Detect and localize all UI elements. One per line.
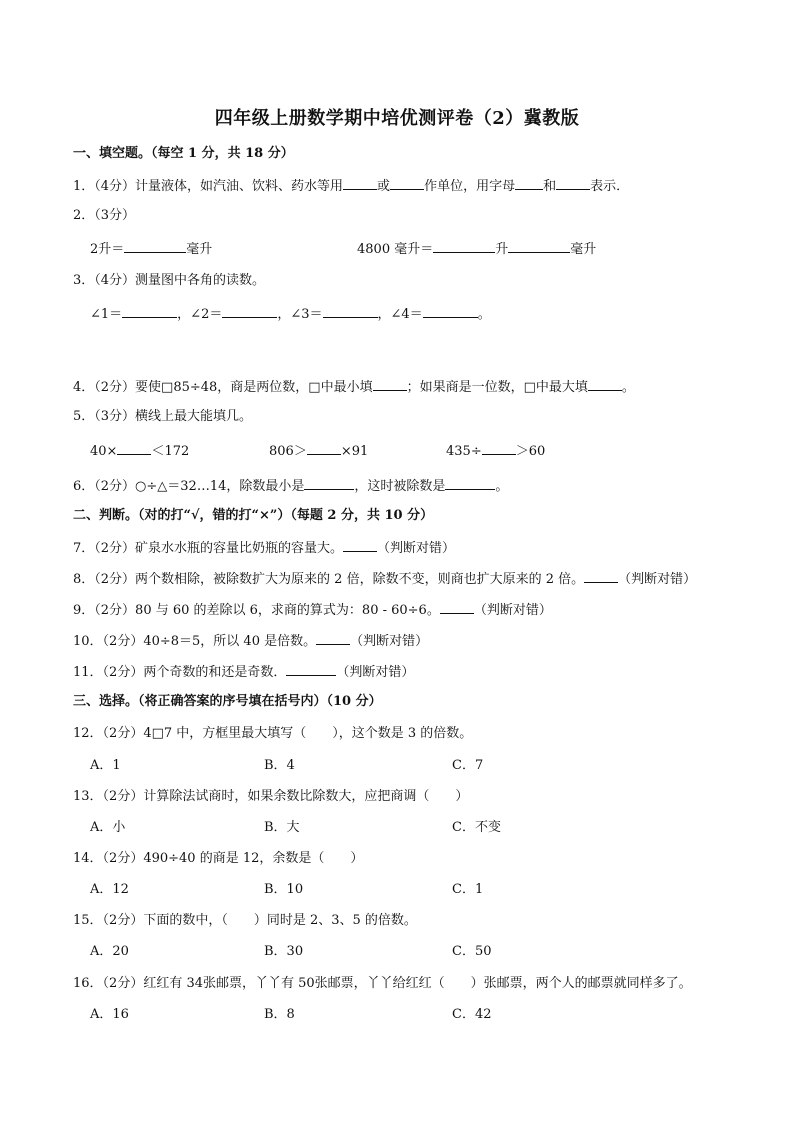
q5-a-post: ＜172 — [151, 444, 190, 459]
question-3: 3．（4分）测量图中各角的读数。 — [73, 273, 266, 288]
q14-option-b[interactable]: B．10 — [264, 882, 304, 897]
q7-text: 7．（2分）矿泉水水瓶的容量比奶瓶的容量大。 — [73, 541, 344, 556]
answer-blank[interactable] — [433, 239, 495, 253]
answer-blank[interactable] — [508, 239, 570, 253]
q13-option-b[interactable]: B．大 — [264, 820, 300, 835]
question-15: 15．（2分）下面的数中，（ ）同时是 2、3、5 的倍数。 — [73, 913, 417, 928]
q15-option-b[interactable]: B．30 — [264, 944, 304, 959]
q7-tail: （判断对错） — [377, 541, 456, 556]
answer-blank[interactable] — [122, 304, 177, 318]
answer-blank[interactable] — [588, 377, 622, 391]
question-5: 5．（3分）横线上最大能填几。 — [73, 409, 253, 424]
question-10 — [73, 631, 428, 651]
section-heading-text: 一、填空题。 — [73, 146, 152, 161]
answer-blank[interactable] — [390, 176, 424, 190]
q16-option-b[interactable]: B．8 — [264, 1007, 295, 1022]
answer-blank[interactable] — [124, 239, 186, 253]
q3-angle-3: ，∠3＝ — [277, 307, 323, 322]
page-title: 四年级上册数学期中培优测评卷（2）冀教版 — [214, 108, 580, 129]
answer-blank[interactable] — [556, 176, 590, 190]
q2-a-post: 毫升 — [186, 242, 213, 257]
question-11 — [73, 662, 414, 682]
q3-angle-1: ∠1＝ — [90, 307, 123, 322]
answer-blank[interactable] — [482, 441, 516, 455]
answer-blank[interactable] — [286, 662, 336, 676]
answer-blank[interactable] — [515, 176, 543, 190]
q12-option-a[interactable]: A．1 — [90, 758, 121, 773]
q15-option-a[interactable]: A．20 — [90, 944, 129, 959]
q12-option-c[interactable]: C．7 — [452, 758, 484, 773]
section-choice-heading — [73, 693, 382, 711]
q4-text-2: ；如果商是一位数，□中最大填 — [406, 380, 588, 395]
q14-option-c[interactable]: C．1 — [452, 882, 484, 897]
section-heading-note: （每空 1 分，共 18 分） — [151, 146, 294, 161]
q11-tail: （判断对错） — [336, 665, 415, 680]
q1-text-5: 表示． — [590, 179, 630, 194]
q16-option-c[interactable]: C．42 — [452, 1007, 492, 1022]
question-4 — [73, 377, 635, 397]
question-14: 14．（2分）490÷40 的商是 12，余数是（ ） — [73, 851, 364, 866]
q6-text-2: ，这时被除数是 — [354, 479, 446, 494]
answer-blank[interactable] — [343, 538, 377, 552]
q1-text: 1．（4分）计量液体，如汽油、饮料、药水等用 — [73, 179, 344, 194]
q5-b-post: ×91 — [340, 444, 369, 459]
q1-text-3: 作单位，用字母 — [424, 179, 516, 194]
answer-blank[interactable] — [307, 441, 341, 455]
q5-part-b — [269, 441, 368, 461]
q3-angle-4: ，∠4＝ — [377, 307, 423, 322]
section-fill-in-heading — [73, 145, 294, 163]
q14-option-a[interactable]: A．12 — [90, 882, 129, 897]
question-2: 2．（3分） — [73, 208, 136, 223]
q1-text-4: 和 — [543, 179, 557, 194]
question-8 — [73, 569, 696, 589]
q8-text: 8．（2分）两个数相除，被除数扩大为原来的 2 倍，除数不变，则商也扩大原来的 2 倍。 — [73, 572, 585, 587]
answer-blank[interactable] — [445, 476, 495, 490]
q8-tail: （判断对错） — [618, 572, 697, 587]
q5-part-c — [446, 441, 545, 461]
q2-b-pre: 4800 毫升＝ — [357, 242, 434, 257]
q3-angle-2: ，∠2＝ — [177, 307, 223, 322]
q12-option-b[interactable]: B．4 — [264, 758, 295, 773]
question-9 — [73, 600, 552, 620]
question-7 — [73, 538, 455, 558]
q5-part-a — [90, 441, 189, 461]
answer-blank[interactable] — [117, 441, 151, 455]
q9-tail: （判断对错） — [473, 603, 552, 618]
answer-blank[interactable] — [584, 569, 618, 583]
q15-option-c[interactable]: C．50 — [452, 944, 492, 959]
section-heading-text: 二、判断。（对的打“√，错的打“×”） — [73, 508, 291, 523]
q2-a-pre: 2升＝ — [90, 242, 125, 257]
answer-blank[interactable] — [440, 600, 474, 614]
q6-text: 6．（2分）○÷△＝32…14，除数最小是 — [73, 479, 305, 494]
q5-c-pre: 435÷ — [446, 444, 482, 459]
q2-b-post: 毫升 — [570, 242, 597, 257]
q4-text: 4．（2分）要使□85÷48，商是两位数，□中最小填 — [73, 380, 373, 395]
q13-option-a[interactable]: A．小 — [90, 820, 126, 835]
question-13: 13．（2分）计算除法试商时，如果余数比除数大，应把商调（ ） — [73, 789, 469, 804]
question-6 — [73, 476, 508, 496]
q5-b-pre: 806＞ — [269, 444, 307, 459]
answer-blank[interactable] — [316, 631, 350, 645]
question-1 — [73, 176, 629, 196]
q3-angles — [90, 304, 491, 324]
q5-a-pre: 40× — [90, 444, 118, 459]
answer-blank[interactable] — [423, 304, 478, 318]
section-true-false-heading — [73, 507, 433, 525]
q11-text: 11．（2分）两个奇数的和还是奇数． — [73, 665, 287, 680]
answer-blank[interactable] — [323, 304, 378, 318]
q2-part-b — [357, 239, 596, 259]
q6-text-3: 。 — [495, 479, 509, 494]
q3-end: 。 — [477, 307, 491, 322]
question-16: 16．（2分）红红有 34张邮票，丫丫有 50张邮票，丫丫给红红（ ）张邮票，两个人的邮票就同样多了。 — [73, 976, 692, 991]
q2-part-a — [90, 239, 212, 259]
answer-blank[interactable] — [343, 176, 377, 190]
q5-c-post: ＞60 — [515, 444, 546, 459]
q4-text-3: 。 — [621, 380, 635, 395]
answer-blank[interactable] — [222, 304, 277, 318]
q9-text: 9．（2分）80 与 60 的差除以 6，求商的算式为：80 - 60÷6。 — [73, 603, 440, 618]
question-12: 12．（2分）4□7 中，方框里最大填写（ ），这个数是 3 的倍数。 — [73, 726, 473, 741]
q2-b-mid: 升 — [495, 242, 509, 257]
answer-blank[interactable] — [304, 476, 354, 490]
q10-text: 10．（2分）40÷8＝5，所以 40 是倍数。 — [73, 634, 317, 649]
section-heading-note: （10 分） — [326, 694, 382, 709]
section-heading-note: （每题 2 分，共 10 分） — [290, 508, 434, 523]
section-heading-text: 三、选择。（将正确答案的序号填在括号内） — [73, 694, 327, 709]
q10-tail: （判断对错） — [350, 634, 429, 649]
q13-option-c[interactable]: C．不变 — [452, 820, 501, 835]
q16-option-a[interactable]: A．16 — [90, 1007, 129, 1022]
answer-blank[interactable] — [373, 377, 407, 391]
q1-text-2: 或 — [377, 179, 391, 194]
